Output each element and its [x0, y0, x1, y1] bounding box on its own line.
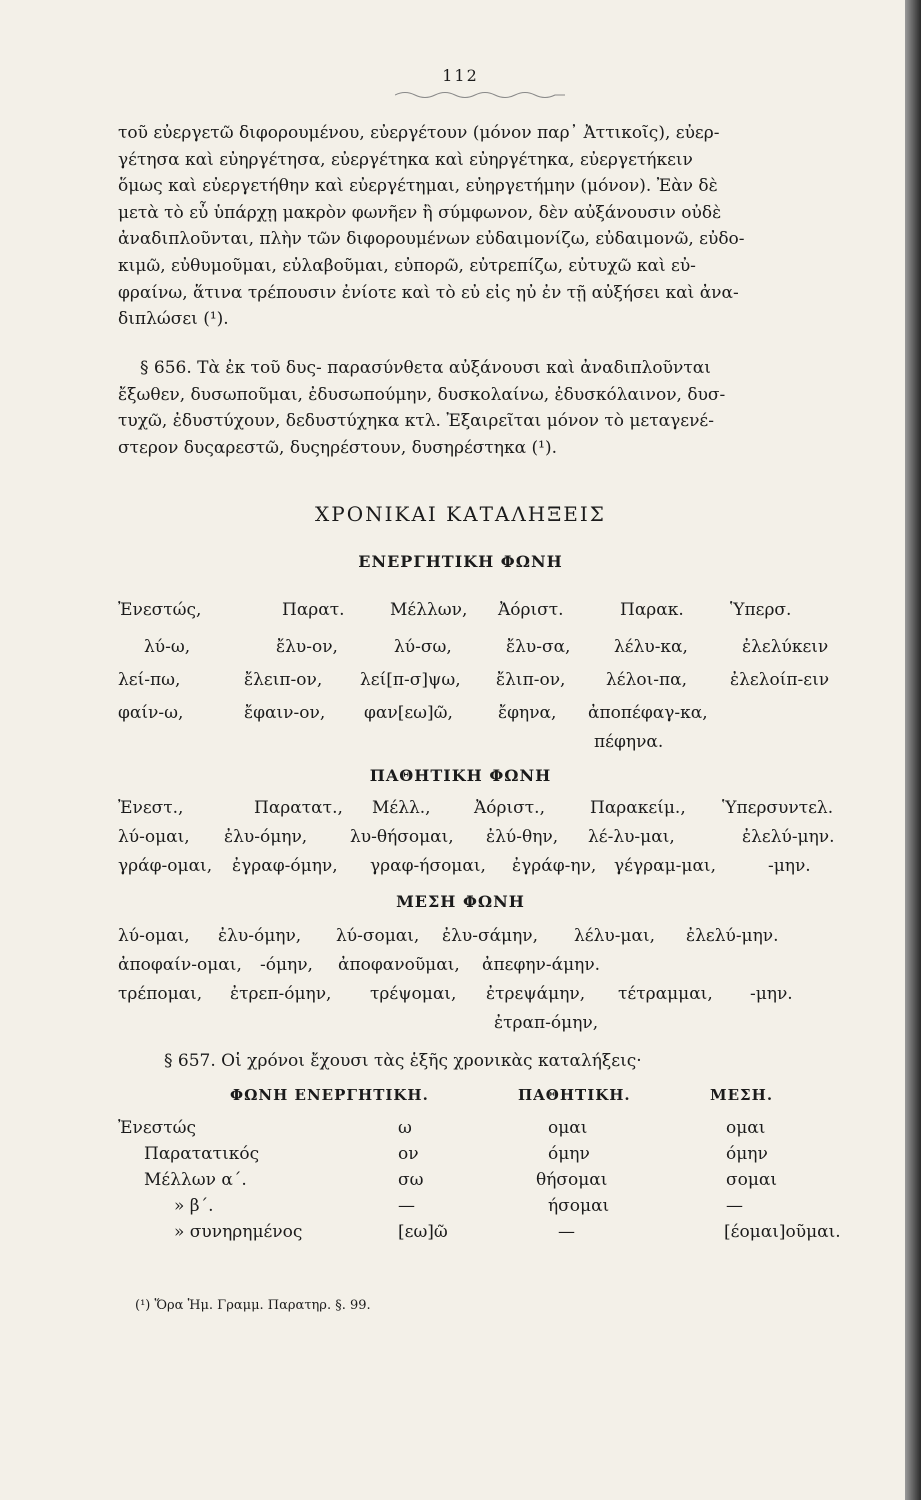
table-cell: [εω]ῶ — [398, 1222, 448, 1242]
table-row — [118, 1118, 878, 1144]
table-cell: σομαι — [726, 1170, 778, 1190]
grid-cell: λύ-ομαι, — [118, 926, 190, 946]
text-line: διπλώσει (¹). — [118, 309, 229, 330]
grid-row — [118, 600, 878, 637]
grid-cell: Ἐνεστ., — [118, 798, 184, 818]
passive-voice-grid — [118, 798, 878, 885]
paragraph-656 — [118, 355, 864, 461]
grid-cell: γραφ-ήσομαι, — [370, 856, 486, 876]
table-cell: [έομαι]οῦμαι. — [724, 1222, 841, 1242]
table-cell: — — [726, 1196, 743, 1216]
grid-cell: ἔλυ-ον, — [276, 637, 338, 657]
table-cell: » β΄. — [174, 1196, 214, 1216]
middle-voice-heading: ΜΕΣΗ ΦΩΝΗ — [396, 892, 525, 911]
grid-cell: λύ-σομαι, — [336, 926, 420, 946]
text-line: τυχῶ, ἐδυστύχουν, δεδυστύχηκα κτλ. Ἐξαιρεῖται μόνον τὸ μεταγενέ- — [118, 411, 714, 432]
text-line: § 656. Τὰ ἐκ τοῦ δυς- παρασύνθετα αὐξάνουσι καὶ ἀναδιπλοῦνται — [140, 358, 711, 378]
col-header-passive: ΠΑΘΗΤΙΚΗ. — [518, 1086, 631, 1104]
grid-row — [118, 670, 878, 703]
footnote: (¹) Ὅρα Ἡμ. Γραμμ. Παρατηρ. §. 99. — [135, 1298, 371, 1313]
grid-row — [118, 703, 878, 732]
text-line: κιμῶ, εὐθυμοῦμαι, εὐλαβοῦμαι, εὐπορῶ, εὐτρεπίζω, εὐτυχῶ καὶ εὐ- — [118, 255, 696, 276]
table-cell: θήσομαι — [536, 1170, 608, 1190]
grid-cell: γέγραμ-μαι, — [614, 856, 716, 876]
table-cell: ον — [398, 1144, 419, 1164]
grid-cell: λέλυ-μαι, — [574, 926, 656, 946]
grid-cell: ἔλιπ-ον, — [496, 670, 566, 690]
table-cell: Μέλλων α΄. — [144, 1170, 247, 1190]
grid-cell: Παρατατ., — [254, 798, 343, 818]
grid-row — [118, 827, 878, 856]
table-row — [118, 1144, 878, 1170]
grid-cell: ἔφηνα, — [498, 703, 557, 723]
grid-cell: τέτραμμαι, — [618, 984, 713, 1004]
grid-cell: ἐλελύ-μην. — [742, 827, 835, 847]
grid-cell: ἐλελοίπ-ειν — [730, 670, 830, 690]
grid-cell: γράφ-ομαι, — [118, 856, 213, 876]
grid-cell: -μην. — [750, 984, 793, 1004]
table-cell: Παρατατικός — [144, 1144, 260, 1164]
grid-cell: Μέλλ., — [372, 798, 431, 818]
table-cell: Ἐνεστώς — [118, 1118, 197, 1138]
active-voice-grid — [118, 600, 878, 761]
text-line: ἀναδιπλοῦνται, πλὴν τῶν διφορουμένων εὐδαιμονίζω, εὐδαιμονῶ, εὐδο- — [118, 229, 745, 250]
section-title: ΧΡΟΝΙΚΑΙ ΚΑΤΑΛΗΞΕΙΣ — [315, 502, 606, 526]
table-cell: — — [398, 1196, 415, 1216]
passive-voice-heading: ΠΑΘΗΤΙΚΗ ΦΩΝΗ — [369, 766, 552, 785]
grid-row — [118, 798, 878, 827]
table-cell: — — [558, 1222, 575, 1242]
grid-cell: ἐγράφ-ην, — [512, 856, 597, 876]
grid-row — [118, 637, 878, 670]
active-voice-heading: ΕΝΕΡΓΗΤΙΚΗ ΦΩΝΗ — [358, 552, 563, 571]
grid-cell: Ἀόριστ. — [498, 600, 564, 620]
grid-cell: ἔλυ-σα, — [506, 637, 571, 657]
grid-row — [118, 984, 878, 1013]
grid-cell: ἐγραφ-όμην, — [232, 856, 338, 876]
grid-row — [118, 732, 878, 761]
grid-row — [118, 926, 878, 955]
table-cell: ήσομαι — [548, 1196, 610, 1216]
grid-cell: Ἐνεστώς, — [118, 600, 202, 620]
grid-cell: ἐλυ-όμην, — [224, 827, 308, 847]
grid-cell: ἀπεφην-άμην. — [482, 955, 601, 975]
page-number: 112 — [442, 66, 479, 85]
grid-row — [118, 955, 878, 984]
grid-cell: Ὑπερσυντελ. — [722, 798, 834, 818]
grid-cell: ἐτραπ-όμην, — [494, 1013, 599, 1033]
grid-cell: λύ-ω, — [144, 637, 191, 657]
grid-cell: ἔφαιν-ον, — [244, 703, 326, 723]
grid-cell: λέ-λυ-μαι, — [588, 827, 675, 847]
grid-cell: λεί[π-σ]ψω, — [360, 670, 461, 690]
grid-cell: ἐλυ-σάμην, — [442, 926, 539, 946]
table-cell: όμην — [548, 1144, 590, 1164]
grid-cell: ἐλελύ-μην. — [686, 926, 779, 946]
table-row — [118, 1222, 878, 1248]
grid-cell: λύ-σω, — [394, 637, 452, 657]
text-line: στερον δυςαρεστῶ, δυςηρέστουν, δυσηρέστηκα (¹). — [118, 437, 557, 458]
grid-cell: Ἀόριστ., — [474, 798, 545, 818]
grid-cell: ἀποφανοῦμαι, — [338, 955, 460, 975]
grid-cell: ἔλειπ-ον, — [244, 670, 323, 690]
grid-row — [118, 1013, 878, 1042]
grid-cell: ἐτρεπ-όμην, — [230, 984, 332, 1004]
grid-cell: Μέλλων, — [390, 600, 468, 620]
table-row — [118, 1196, 878, 1222]
grid-cell: λυ-θήσομαι, — [350, 827, 454, 847]
table-cell: » συνηρημένος — [174, 1222, 303, 1242]
text-line: § 657. Οἱ χρόνοι ἔχουσι τὰς ἑξῆς χρονικὰς καταλήξεις· — [164, 1051, 642, 1071]
grid-cell: φαν[εω]ῶ, — [364, 703, 453, 723]
grid-cell: Παρακ. — [620, 600, 684, 620]
grid-cell: πέφηνα. — [594, 732, 664, 752]
table-cell: σω — [398, 1170, 424, 1190]
endings-table — [118, 1086, 878, 1248]
grid-row — [118, 856, 878, 885]
grid-cell: ἀποπέφαγ-κα, — [588, 703, 708, 723]
header-ornament — [395, 88, 565, 102]
grid-cell: λέλυ-κα, — [614, 637, 688, 657]
grid-cell: ἐτρεψάμην, — [486, 984, 586, 1004]
text-line: τοῦ εὐεργετῶ διφορουμένου, εὐεργέτουν (μόνον παρ᾽ Ἀττικοῖς), εὐερ- — [118, 123, 720, 143]
text-line: γέτησα καὶ εὐηργέτησα, εὐεργέτηκα καὶ εὐηργέτηκα, εὐεργετήκειν — [118, 149, 693, 170]
grid-cell: -όμην, — [260, 955, 313, 975]
table-cell: ομαι — [548, 1118, 588, 1138]
grid-cell: λέλοι-πα, — [606, 670, 688, 690]
grid-cell: λύ-ομαι, — [118, 827, 190, 847]
grid-cell: Παρακείμ., — [590, 798, 686, 818]
table-cell: ω — [398, 1118, 412, 1138]
grid-cell: τρέψομαι, — [370, 984, 457, 1004]
grid-cell: ἐλύ-θην, — [486, 827, 559, 847]
text-line: ἔξωθεν, δυσωποῦμαι, ἐδυσωπούμην, δυσκολαίνω, ἐδυσκόλαινον, δυσ- — [118, 384, 726, 405]
grid-cell: Παρατ. — [282, 600, 345, 620]
text-line: ὅμως καὶ εὐεργετήθην καὶ εὐεργέτημαι, εὐηργετήμην (μόνον). Ἐὰν δὲ — [118, 176, 718, 197]
table-cell: ομαι — [726, 1118, 766, 1138]
col-header-active: ΦΩΝΗ ΕΝΕΡΓΗΤΙΚΗ. — [230, 1086, 429, 1104]
table-row — [118, 1170, 878, 1196]
col-header-middle: ΜΕΣΗ. — [710, 1086, 774, 1104]
grid-cell: ἐλελύκειν — [742, 637, 829, 657]
grid-cell: τρέπομαι, — [118, 984, 203, 1004]
page-edge-shadow — [905, 0, 921, 1500]
grid-cell: φαίν-ω, — [118, 703, 184, 723]
table-header — [118, 1086, 878, 1118]
grid-cell: ἀποφαίν-ομαι, — [118, 955, 242, 975]
text-line: μετὰ τὸ εὖ ὑπάρχῃ μακρὸν φωνῆεν ἢ σύμφωνον, δὲν αὐξάνουσιν οὐδὲ — [118, 202, 722, 223]
grid-cell: λεί-πω, — [118, 670, 181, 690]
text-line: φραίνω, ἅτινα τρέπουσιν ἐνίοτε καὶ τὸ εὐ εἰς ηὐ ἐν τῇ αὐξήσει καὶ ἀνα- — [118, 282, 739, 303]
middle-voice-grid — [118, 926, 878, 1042]
grid-cell: Ὑπερσ. — [730, 600, 792, 620]
grid-cell: -μην. — [768, 856, 811, 876]
table-cell: όμην — [726, 1144, 768, 1164]
paragraph-657 — [118, 1048, 864, 1075]
paragraph-1 — [118, 120, 864, 333]
grid-cell: ἐλυ-όμην, — [218, 926, 302, 946]
